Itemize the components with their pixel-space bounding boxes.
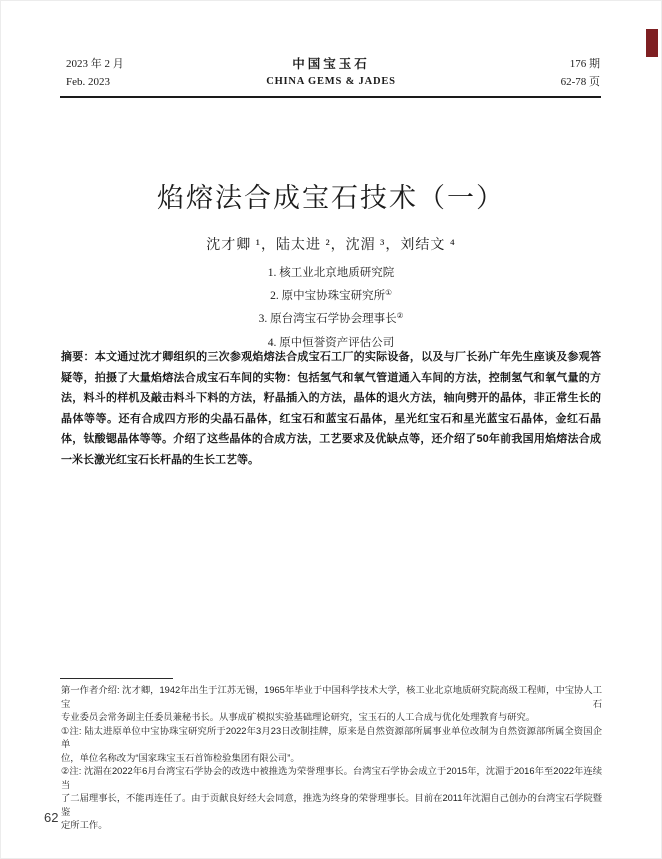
- affiliation-text: 1. 核工业北京地质研究院: [267, 267, 395, 279]
- abstract-line: 一米长激光红宝石长杆晶的生长工艺等。: [61, 453, 259, 466]
- header-issue-info: [561, 55, 600, 91]
- article-title: 焰熔法合成宝石技术（一）: [157, 183, 505, 213]
- abstract-line: 疑等，拍摄了大量焰熔法合成宝石车间的实物：包括氢气和氧气管道通入车间的方法，控制氢气和氧气量的方: [61, 371, 601, 384]
- affiliation-note-marker: ①: [385, 288, 392, 298]
- authors-line: 沈才卿 ¹，陆太进 ²，沈湄 ³，刘结文 ⁴: [206, 238, 456, 253]
- footnotes-block: [61, 684, 602, 833]
- header-date-en: Feb. 2023: [66, 76, 110, 88]
- footnote-line: ①注: 陆太进原单位中宝协珠宝研究所于2022年3月23日改制挂牌，原来是自然资源部所属事业单位改制为自然资源部所属全资国企单: [61, 725, 602, 749]
- abstract-line: 体，钛酸锶晶体等等。介绍了这些晶体的合成方法，工艺要求及优缺点等，还介绍了50年前我国用焰熔法合成: [61, 433, 601, 445]
- footnote-line: ②注: 沈湄在2022年6月台湾宝石学协会的改选中被推选为荣誉理事长。台湾宝石学协会成立于2015年，沈湄于2016年至2022年连续当: [61, 766, 602, 790]
- page-range: 62-78 页: [560, 76, 600, 88]
- footnote-separator: [60, 678, 173, 679]
- abstract-paragraph: [61, 347, 601, 470]
- abstract-line: 摘要：本文通过沈才卿组织的三次参观焰熔法合成宝石工厂的实际设备，以及与厂长孙广年先生座谈及参观答: [61, 351, 601, 363]
- footnote-line: 位，单位名称改为“国家珠宝玉石首饰检验集团有限公司”。: [61, 752, 300, 763]
- journal-title-en: CHINA GEMS & JADES: [266, 76, 396, 87]
- page-number: 62: [44, 810, 59, 825]
- affiliation-item: [0, 260, 662, 283]
- issue-number: 176 期: [569, 58, 600, 70]
- header-rule: [60, 96, 601, 98]
- footnote-line: 了二届理事长，不能再连任了。由于贡献良好经大会同意，推选为终身的荣誉理事长。目前在2011年沈湄自己创办的台湾宝石学院暨鉴: [61, 793, 602, 817]
- header-date-cn: 2023 年 2 月: [66, 58, 124, 70]
- abstract-line: 晶体等等。还有合成四方形的尖晶石晶体，红宝石和蓝宝石晶体，星光红宝石和星光蓝宝石晶体，金红石晶: [61, 412, 601, 425]
- footnote-line: 定所工作。: [61, 820, 108, 830]
- abstract-line: 法，料斗的样机及敲击料斗下料的方法，籽晶插入的方法，晶体的退火方法，轴向劈开的晶体，非正常生长的: [61, 392, 601, 404]
- affiliations-list: [0, 260, 662, 353]
- affiliation-text: 2. 原中宝协珠宝研究所: [270, 290, 386, 303]
- affiliation-text: 4. 原中恒誉资产评估公司: [267, 336, 395, 349]
- footnote-line: 专业委员会常务副主任委员兼秘书长。从事成矿模拟实验基础理论研究，宝玉石的人工合成与优化处理教育与研究。: [61, 712, 536, 722]
- affiliation-item: [0, 306, 662, 329]
- affiliation-item: [0, 283, 662, 306]
- journal-title-cn: 中国宝玉石: [292, 57, 370, 71]
- footnote-line: 第一作者介绍: 沈才卿，1942年出生于江苏无锡，1965年毕业于中国科学技术大学，核工业北京地质研究院高级工程师，中宝协人工宝石: [61, 685, 602, 709]
- affiliation-note-marker: ②: [396, 311, 404, 321]
- corner-mark: [646, 29, 658, 57]
- affiliation-text: 3. 原台湾宝石学协会理事长: [258, 313, 397, 326]
